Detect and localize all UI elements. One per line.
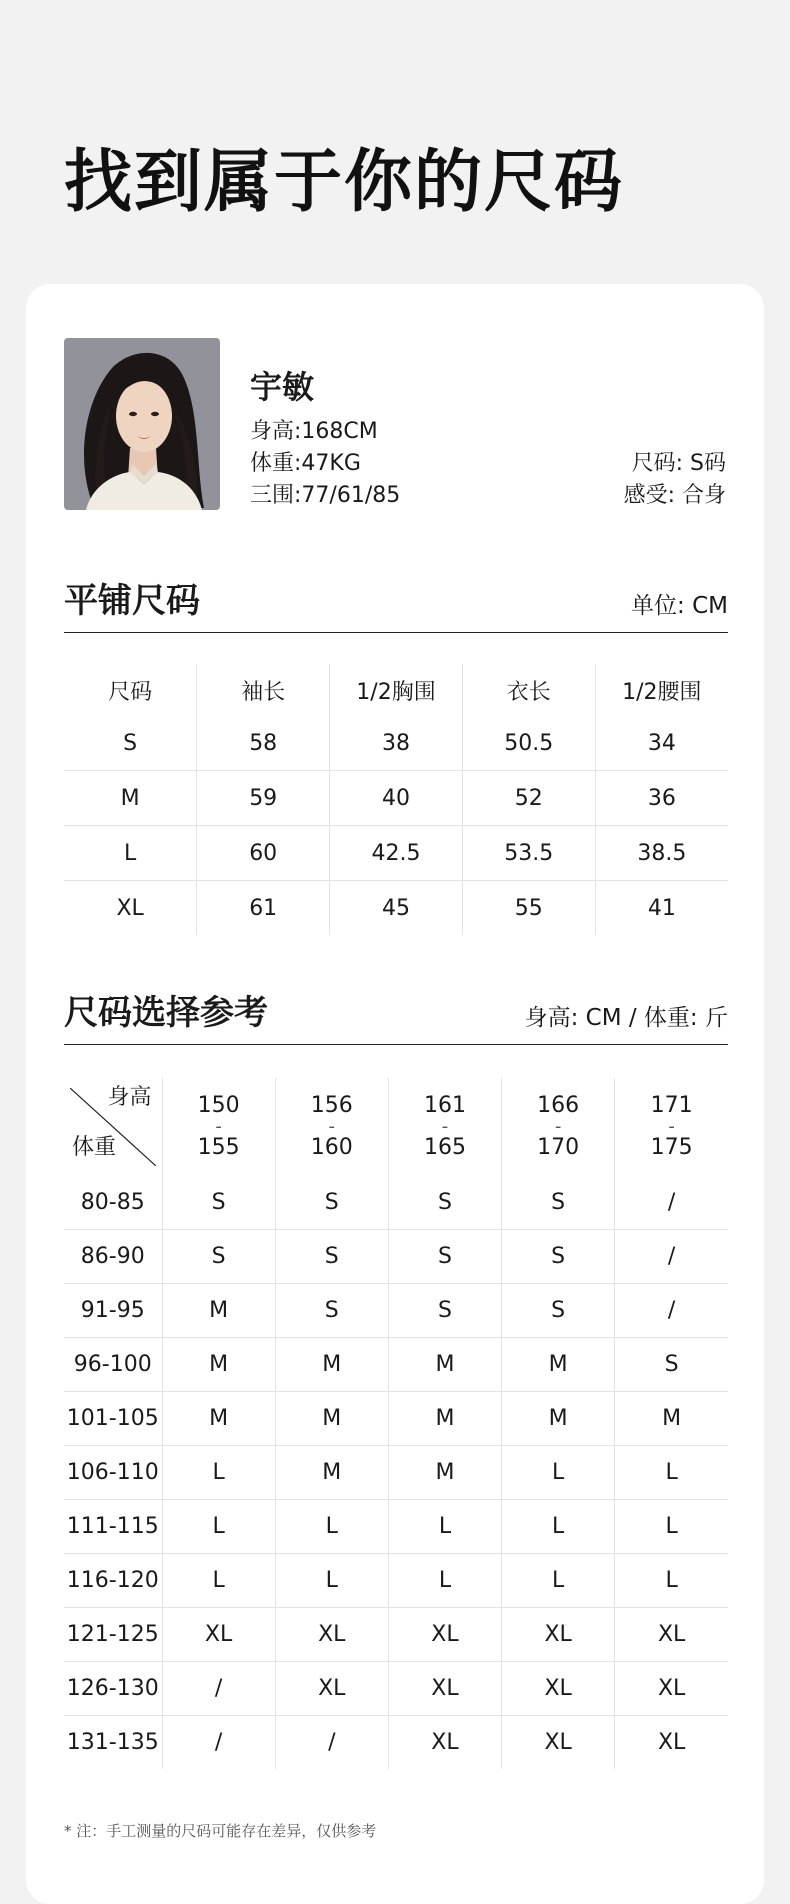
size-cell: XL — [162, 1608, 275, 1662]
flat-size-table — [64, 664, 728, 935]
column-header: 尺码 — [108, 679, 153, 705]
size-cell: S — [162, 1176, 275, 1230]
size-cell: L — [615, 1554, 728, 1608]
height-range-header — [275, 1078, 388, 1176]
size-cell: XL — [275, 1662, 388, 1716]
table-row — [64, 1662, 728, 1716]
size-cell: L — [502, 1500, 615, 1554]
table-cell: 38 — [330, 716, 463, 771]
page-title: 找到属于你的尺码 — [64, 143, 625, 222]
table-cell: 60 — [197, 826, 330, 881]
column-header: 1/2胸围 — [330, 664, 463, 716]
table-cell: 40 — [330, 771, 463, 826]
size-cell: XL — [615, 1662, 728, 1716]
weight-range-cell: 80-85 — [80, 1190, 145, 1215]
size-cell: M — [388, 1446, 501, 1500]
weight-range-cell: 111-115 — [64, 1500, 162, 1554]
table-row — [64, 1176, 728, 1230]
table-row — [64, 1500, 728, 1554]
size-cell: S — [275, 1230, 388, 1284]
weight-range-cell: 91-95 — [64, 1284, 162, 1338]
model-size: 尺码: S码 — [631, 451, 726, 476]
weight-range-cell: 116-120 — [64, 1554, 162, 1608]
range-separator: - — [668, 1116, 675, 1137]
model-height: 身高:168CM — [250, 419, 378, 444]
size-cell: L — [502, 1446, 615, 1500]
size-guide-card — [26, 284, 764, 1904]
size-reference-title: 尺码选择参考 — [64, 993, 268, 1033]
size-reference-table — [64, 1078, 728, 1769]
size-cell: M — [162, 1392, 275, 1446]
weight-range-cell: 126-130 — [64, 1662, 162, 1716]
size-cell: L — [275, 1554, 388, 1608]
size-reference-body — [64, 1176, 728, 1769]
column-header: 1/2腰围 — [595, 664, 728, 716]
size-cell: S — [502, 1176, 615, 1230]
table-row — [64, 1230, 728, 1284]
table-cell: XL — [64, 881, 197, 936]
table-row — [64, 771, 728, 826]
size-cell: / — [162, 1662, 275, 1716]
weight-range-cell: 106-110 — [64, 1446, 162, 1500]
table-row — [64, 716, 728, 771]
table-header-row — [64, 1078, 728, 1176]
size-cell: L — [615, 1446, 728, 1500]
weight-range-cell: 101-105 — [64, 1392, 162, 1446]
height-to: 165 — [423, 1135, 466, 1160]
range-separator: - — [215, 1116, 222, 1137]
size-reference-unit: 身高: CM / 体重: 斤 — [524, 1005, 728, 1031]
table-cell: 45 — [330, 881, 463, 936]
table-cell: 41 — [595, 881, 728, 936]
table-row — [64, 881, 728, 936]
table-cell: 61 — [197, 881, 330, 936]
footnote: * 注：手工测量的尺码可能存在差异，仅供参考 — [64, 1822, 377, 1840]
size-cell: M — [275, 1446, 388, 1500]
table-row — [64, 1554, 728, 1608]
size-cell: / — [162, 1716, 275, 1770]
size-cell: M — [502, 1338, 615, 1392]
table-row — [64, 1608, 728, 1662]
size-cell: / — [615, 1230, 728, 1284]
model-measurements: 三围:77/61/85 — [250, 483, 401, 508]
size-cell: L — [162, 1554, 275, 1608]
weight-range-cell: 96-100 — [64, 1338, 162, 1392]
corner-label-weight: 体重 — [72, 1135, 117, 1160]
size-cell: S — [162, 1230, 275, 1284]
size-cell: S — [615, 1338, 728, 1392]
height-range-header — [615, 1078, 728, 1176]
size-cell: XL — [388, 1716, 501, 1770]
table-cell: L — [64, 826, 197, 881]
size-cell: XL — [275, 1608, 388, 1662]
range-separator: - — [441, 1116, 449, 1137]
column-header: 衣长 — [462, 664, 595, 716]
corner-label-height: 身高 — [107, 1085, 152, 1110]
model-photo — [64, 338, 220, 510]
size-cell: L — [162, 1500, 275, 1554]
size-reference-header — [64, 984, 728, 1045]
size-cell: XL — [388, 1662, 501, 1716]
height-from: 150 — [197, 1093, 240, 1118]
table-cell: 38.5 — [595, 826, 728, 881]
size-cell: M — [388, 1392, 501, 1446]
height-to: 175 — [650, 1135, 693, 1160]
range-separator: - — [554, 1116, 562, 1137]
size-cell: M — [275, 1392, 388, 1446]
weight-range-cell: 86-90 — [64, 1230, 162, 1284]
size-cell: L — [275, 1500, 388, 1554]
size-cell: / — [615, 1284, 728, 1338]
table-header-row — [64, 664, 728, 716]
table-row — [64, 1338, 728, 1392]
table-row — [64, 826, 728, 881]
size-cell: S — [275, 1176, 388, 1230]
size-cell: / — [275, 1716, 388, 1770]
size-cell: XL — [502, 1662, 615, 1716]
size-cell: S — [502, 1284, 615, 1338]
model-feel: 感受: 合身 — [623, 483, 726, 508]
table-row — [64, 1716, 728, 1770]
size-cell: M — [502, 1392, 615, 1446]
size-cell: L — [615, 1500, 728, 1554]
table-cell: 52 — [462, 771, 595, 826]
size-cell: XL — [615, 1608, 728, 1662]
table-row — [64, 1392, 728, 1446]
size-cell: S — [388, 1284, 501, 1338]
size-cell: M — [162, 1338, 275, 1392]
size-cell: S — [388, 1230, 501, 1284]
height-to: 160 — [310, 1135, 353, 1160]
height-range-header — [162, 1078, 275, 1176]
size-cell: S — [388, 1176, 501, 1230]
model-name: 宇敏 — [250, 368, 315, 406]
size-cell: M — [615, 1392, 728, 1446]
column-header: 袖长 — [197, 664, 330, 716]
height-to: 170 — [537, 1135, 580, 1160]
table-cell: 34 — [595, 716, 728, 771]
size-cell: / — [615, 1176, 728, 1230]
table-cell: 50.5 — [462, 716, 595, 771]
size-cell: M — [388, 1338, 501, 1392]
height-from: 161 — [423, 1093, 466, 1118]
table-cell: 55 — [462, 881, 595, 936]
size-cell: XL — [388, 1608, 501, 1662]
size-cell: XL — [615, 1716, 728, 1770]
table-cell: 58 — [197, 716, 330, 771]
corner-header — [64, 1078, 162, 1176]
size-cell: S — [275, 1284, 388, 1338]
table-cell: 36 — [595, 771, 728, 826]
size-cell: L — [502, 1554, 615, 1608]
size-cell: M — [275, 1338, 388, 1392]
size-cell: S — [502, 1230, 615, 1284]
height-to: 155 — [197, 1135, 240, 1160]
table-row — [64, 1446, 728, 1500]
table-cell: 53.5 — [462, 826, 595, 881]
table-row — [64, 1284, 728, 1338]
flat-size-title: 平铺尺码 — [64, 581, 200, 621]
height-from: 171 — [650, 1093, 693, 1118]
table-cell: 42.5 — [330, 826, 463, 881]
flat-size-unit: 单位: CM — [631, 593, 728, 619]
range-separator: - — [328, 1116, 336, 1137]
model-weight: 体重:47KG — [250, 451, 361, 476]
height-from: 156 — [310, 1093, 353, 1118]
table-cell: S — [123, 730, 138, 756]
flat-size-header — [64, 576, 728, 633]
weight-range-cell: 121-125 — [64, 1608, 162, 1662]
height-from: 166 — [537, 1093, 580, 1118]
weight-range-cell: 131-135 — [64, 1716, 162, 1770]
table-cell: 59 — [197, 771, 330, 826]
size-cell: XL — [502, 1608, 615, 1662]
table-cell: M — [64, 771, 197, 826]
size-cell: L — [162, 1446, 275, 1500]
height-range-header — [502, 1078, 615, 1176]
size-cell: L — [388, 1500, 501, 1554]
size-cell: M — [162, 1284, 275, 1338]
height-range-header — [388, 1078, 501, 1176]
size-cell: L — [388, 1554, 501, 1608]
size-cell: XL — [502, 1716, 615, 1770]
